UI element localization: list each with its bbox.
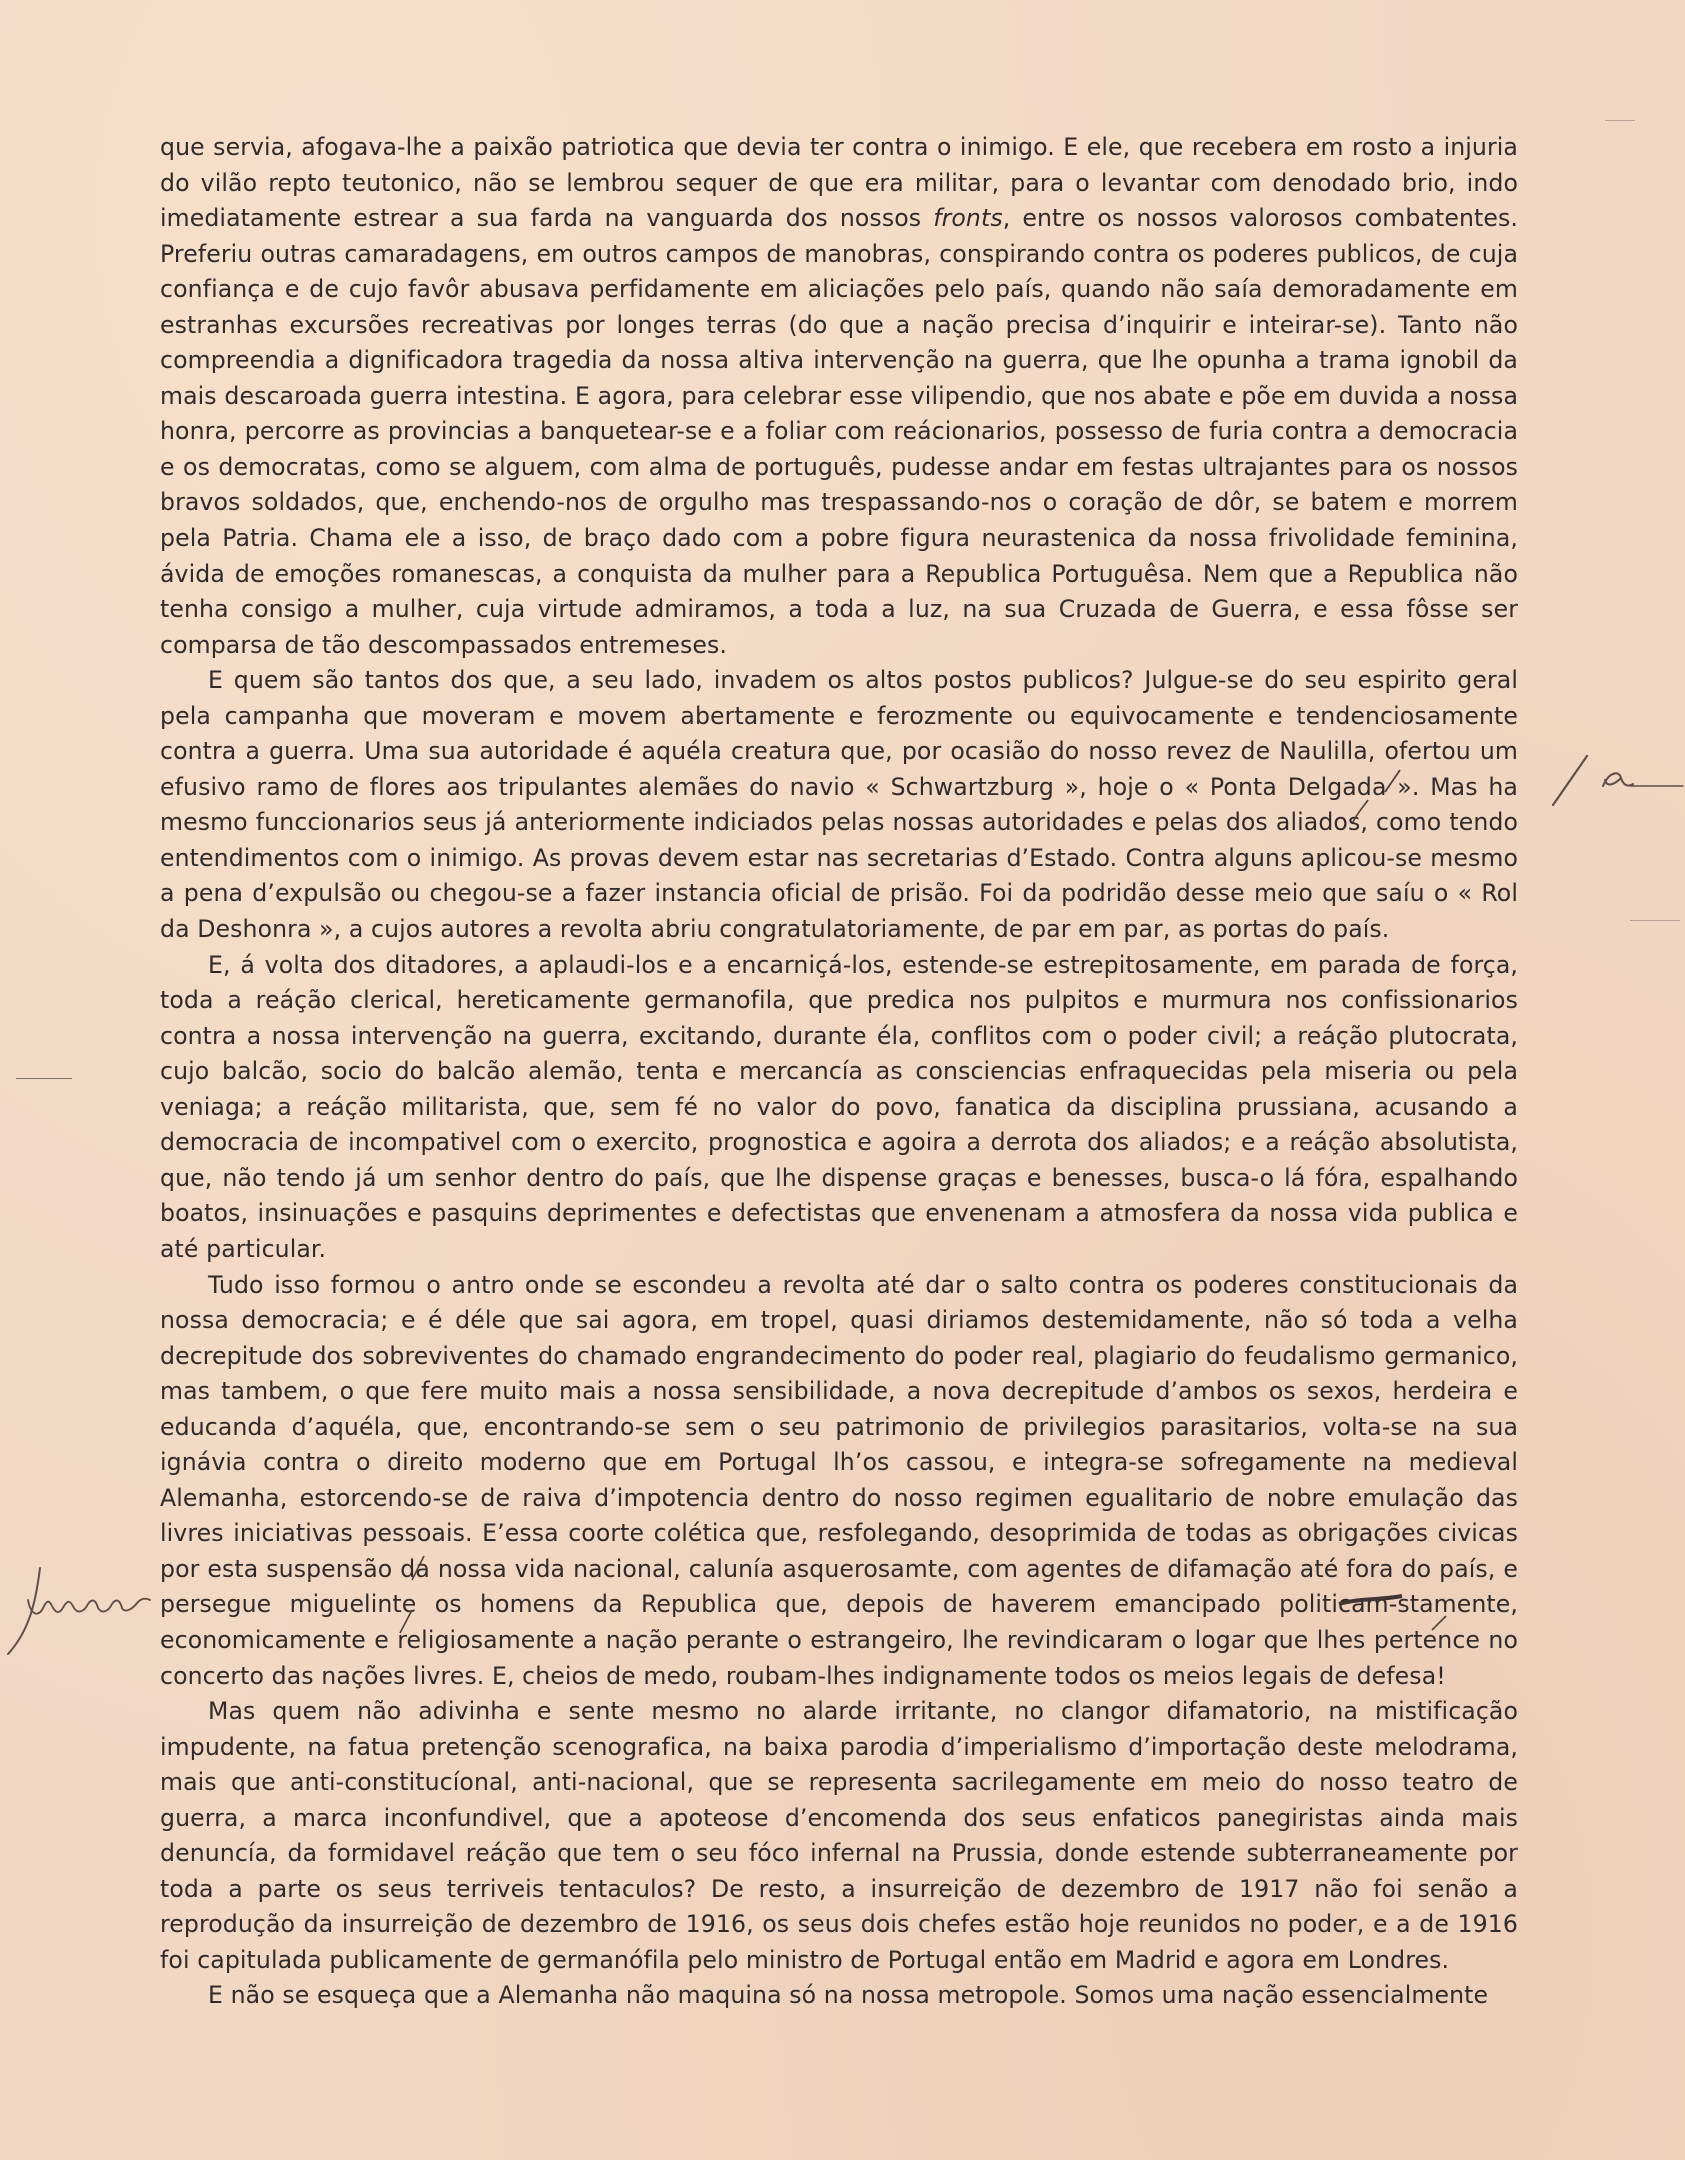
paragraph-1	[160, 130, 1518, 663]
paragraph-6-text: E não se esqueça que a Alemanha não maquina só na nossa metropole. Somos uma nação essencialmente	[208, 1981, 1489, 2010]
paragraph-4	[160, 1268, 1518, 1695]
right-margin-correction-mark	[1545, 750, 1685, 810]
paragraph-6	[160, 1978, 1518, 2014]
paragraph-3	[160, 948, 1518, 1268]
right-margin-stroke-upper	[1605, 120, 1635, 121]
paragraph-2	[160, 663, 1518, 947]
paragraph-4-text: Tudo isso formou o antro onde se escondeu a revolta até dar o salto contra os poderes constitucionais da nossa democracia; e é déle que sai agora, em tropel, quasi diriamos destemidamente, não só toda a velha decrepitude dos sobreviventes do chamado engrandecimento do poder real, plagiario do feudalismo germanico, mas tambem, o que fere muito mais a nossa sensibilidade, a nova decrepitude d’ambos os sexos, herdeira e educanda d’aquéla, que, encontrando-se sem o seu patrimonio de privilegios parasitarios, volta-se na sua ignávia contra o direito moderno que em Portugal lh’os cassou, e integra-se sofregamente na medieval Alemanha, estorcendo-se de raiva d’impotencia dentro do nosso regimen egualitario de nobre emulação das livres iniciativas pessoais. E’essa coorte colética que, resfolegando, desoprimida de todas as obrigações civicas por esta suspensão da nossa vida nacional, calunía asquerosamte, com agentes de difamação até fora do país, e persegue miguelinte os homens da Republica que, depois de haverem emancipado politicam-stamente, economicamente e religiosamente a nação perante o estrangeiro, lhe revindicaram o logar que lhes pertence no concerto das nações livres. E, cheios de medo, roubam-lhes indignamente todos os meios legais de defesa!	[160, 1270, 1518, 1690]
paragraph-1-italic-word: fronts	[933, 204, 1003, 233]
body-text	[160, 130, 1518, 2014]
paragraph-1-part-1: que servia, afogava-lhe a paixão patriotica que devia ter contra o inimigo. E ele, que recebera em rosto a injuria do vilão repto teutonico, não se lembrou sequer de que era militar, para o levantar com denodado brio, indo imediatamente estrear a sua farda na vanguarda dos nossos	[160, 133, 1518, 233]
paragraph-5	[160, 1694, 1518, 1978]
paragraph-1-part-2: , entre os nossos valorosos combatentes. Preferiu outras camaradagens, em outros campos de manobras, conspirando contra os poderes publicos, de cuja confiança e de cujo favôr abusava perfidamente em aliciações pelo país, quando não saía demoradamente em estranhas excursões recreativas por longes terras (do que a nação precisa d’inquirir e inteirar-se). Tanto não compreendia a dignificadora tragedia da nossa altiva intervenção na guerra, que lhe opunha a trama ignobil da mais descaroada guerra intestina. E agora, para celebrar esse vilipendio, que nos abate e põe em duvida a nossa honra, percorre as provincias a banquetear-se e a foliar com reácionarios, possesso de furia contra a democracia e os democratas, como se alguem, com alma de português, pudesse andar em festas ultrajantes para os nossos bravos soldados, que, enchendo-nos de orgulho mas trespassando-nos o coração de dôr, se batem e morrem pela Patria. Chama ele a isso, de braço dado com a pobre figura neurastenica da nossa frivolidade feminina, ávida de emoções romanescas, a conquista da mulher para a Republica Portuguêsa. Nem que a Republica não tenha consigo a mulher, cuja virtude admiramos, a toda a luz, na sua Cruzada de Guerra, e essa fôsse ser comparsa de tão descompassados entremeses.	[160, 204, 1518, 659]
paragraph-5-text: Mas quem não adivinha e sente mesmo no alarde irritante, no clangor difamatorio, na mistificação impudente, na fatua pretenção scenografica, na baixa parodia d’imperialismo d’importação deste melodrama, mais que anti-constitucíonal, anti-nacional, que se representa sacrilegamente em meio do nosso teatro de guerra, a marca inconfundivel, que a apoteose d’encomenda dos seus enfaticos panegiristas ainda mais denuncía, da formidavel reáção que tem o seu fóco infernal na Prussia, donde estende subterraneamente por toda a parte os seus terriveis tentaculos? De resto, a insurreição de dezembro de 1917 não foi senão a reprodução da insurreição de dezembro de 1916, os seus dois chefes estão hoje reunidos no poder, e a de 1916 foi capitulada publicamente de germanófila pelo ministro de Portugal então em Madrid e agora em Londres.	[160, 1697, 1518, 1974]
paragraph-3-text: E, á volta dos ditadores, a aplaudi-los e a encarniçá-los, estende-se estrepitosamente, em parada de força, toda a reáção clerical, hereticamente germanofila, que predica nos pulpitos e murmura nos confissionarios contra a nossa intervenção na guerra, excitando, durante éla, conflitos com o poder civil; a reáção plutocrata, cujo balcão, socio do balcão alemão, tenta e mercancía as consciencias enfraquecidas pela miseria ou pela veniaga; a reáção militarista, que, sem fé no valor do povo, fanatica da disciplina prussiana, acusando a democracia de incompativel com o exercito, prognostica e agoira a derrota dos aliados; e a reáção absolutista, que, não tendo já um senhor dentro do país, que lhe dispense graças e benesses, busca-o lá fóra, espalhando boatos, insinuações e pasquins deprimentes e defectistas que envenenam a atmosfera da nossa vida publica e até particular.	[160, 950, 1518, 1263]
paragraph-2-text: E quem são tantos dos que, a seu lado, invadem os altos postos publicos? Julgue-se do seu espirito geral pela campanha que moveram e movem abertamente e ferozmente ou equivocamente e tendenciosamente contra a guerra. Uma sua autoridade é aquéla creatura que, por ocasião do nosso revez de Naulilla, ofertou um efusivo ramo de flores aos tripulantes alemães do navio « Schwartzburg », hoje o « Ponta Delgada ». Mas ha mesmo funccionarios seus já anteriormente indiciados pelas nossas autoridades e pelas dos aliados, como tendo entendimentos com o inimigo. As provas devem estar nas secretarias d’Estado. Contra alguns aplicou-se mesmo a pena d’expulsão ou chegou-se a fazer instancia oficial de prisão. Foi da podridão desse meio que saíu o « Rol da Deshonra », a cujos autores a revolta abriu congratulatoriamente, de par em par, as portas do país.	[160, 666, 1518, 944]
left-margin-stroke	[16, 1078, 72, 1079]
right-margin-stroke-lower	[1630, 920, 1680, 921]
left-margin-correction-mark	[0, 1560, 160, 1660]
